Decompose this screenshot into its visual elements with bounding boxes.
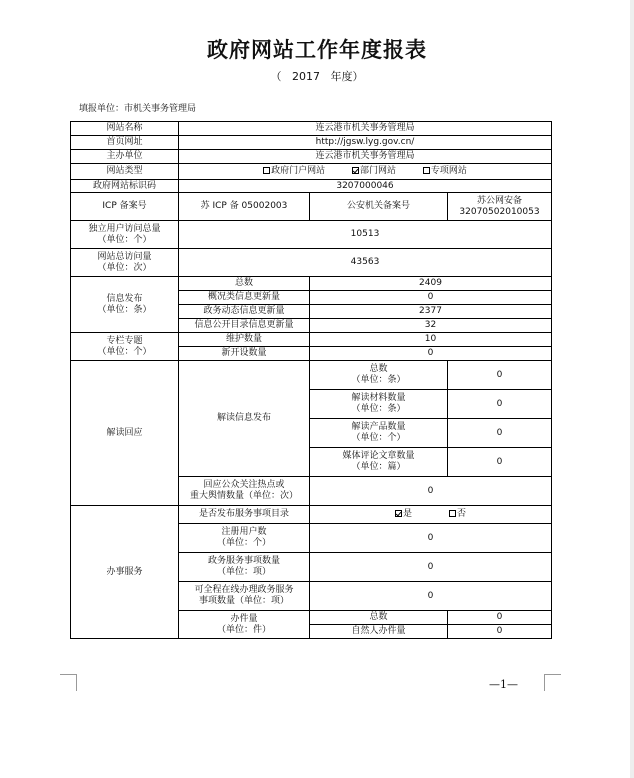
total-visits-value: 43563 — [179, 249, 552, 277]
sponsor-label: 主办单位 — [71, 150, 179, 164]
interp-total-value: 0 — [448, 361, 552, 390]
interp-respond-label: 回应公众关注热点或 重大舆情数量（单位：次） — [179, 477, 310, 506]
info-catalog-value: 32 — [310, 319, 552, 333]
page-edge — [630, 0, 634, 778]
service-label: 办事服务 — [71, 506, 179, 639]
interp-publish-label: 解读信息发布 — [179, 361, 310, 477]
checkbox-checked-icon — [395, 510, 402, 517]
total-visits-label: 网站总访问量 （单位：次） — [71, 249, 179, 277]
site-id-label: 政府网站标识码 — [71, 180, 179, 193]
report-title: 政府网站工作年度报表 — [207, 37, 427, 62]
interp-label: 解读回应 — [71, 361, 179, 506]
interp-product-value: 0 — [448, 419, 552, 448]
service-items-value: 0 — [310, 553, 552, 582]
site-type-portal[interactable]: 政府门户网站 — [263, 166, 325, 176]
service-cases-person-value: 0 — [448, 625, 552, 639]
info-total-value: 2409 — [310, 277, 552, 291]
interp-product-label: 解读产品数量 （单位：个） — [310, 419, 448, 448]
service-cases-person-label: 自然人办件量 — [310, 625, 448, 639]
site-type-options — [179, 164, 552, 180]
service-catalog-yes[interactable]: 是 — [395, 509, 412, 519]
interp-media-label: 媒体评论文章数量 （单位：篇） — [310, 448, 448, 477]
homepage-value: http://jgsw.lyg.gov.cn/ — [179, 136, 552, 150]
info-news-value: 2377 — [310, 305, 552, 319]
interp-total-label: 总数 （单位：条） — [310, 361, 448, 390]
column-maintain-value: 10 — [310, 333, 552, 347]
interp-respond-value: 0 — [310, 477, 552, 506]
checkbox-icon — [263, 167, 270, 174]
info-total-label: 总数 — [179, 277, 310, 291]
site-id-value: 3207000046 — [179, 180, 552, 193]
unique-visits-label: 独立用户访问总量 （单位：个） — [71, 221, 179, 249]
service-items-label: 政务服务事项数量 （单位：项） — [179, 553, 310, 582]
interp-material-value: 0 — [448, 390, 552, 419]
info-overview-label: 概况类信息更新量 — [179, 291, 310, 305]
site-name-label: 网站名称 — [71, 122, 179, 136]
service-catalog-no[interactable]: 否 — [449, 509, 466, 519]
info-label: 信息发布 （单位：条） — [71, 277, 179, 333]
info-catalog-label: 信息公开目录信息更新量 — [179, 319, 310, 333]
unique-visits-value: 10513 — [179, 221, 552, 249]
service-cases-label: 办件量 （单位：件） — [179, 611, 310, 639]
site-type-label: 网站类型 — [71, 164, 179, 180]
column-label: 专栏专题 （单位：个） — [71, 333, 179, 361]
service-online-label: 可全程在线办理政务服务 事项数量（单位：项） — [179, 582, 310, 611]
annual-report-table — [70, 121, 552, 639]
interp-material-label: 解读材料数量 （单位：条） — [310, 390, 448, 419]
service-cases-total-label: 总数 — [310, 611, 448, 625]
service-online-value: 0 — [310, 582, 552, 611]
site-type-department[interactable]: 部门网站 — [352, 166, 396, 176]
service-catalog-options — [310, 506, 552, 524]
page-number: —1— — [489, 678, 518, 691]
column-maintain-label: 维护数量 — [179, 333, 310, 347]
icp-label: ICP 备案号 — [71, 193, 179, 221]
sponsor-value: 连云港市机关事务管理局 — [179, 150, 552, 164]
info-overview-value: 0 — [310, 291, 552, 305]
checkbox-icon — [423, 167, 430, 174]
info-news-label: 政务动态信息更新量 — [179, 305, 310, 319]
site-type-special[interactable]: 专项网站 — [423, 166, 467, 176]
service-users-label: 注册用户数 （单位：个） — [179, 524, 310, 553]
service-users-value: 0 — [310, 524, 552, 553]
service-cases-total-value: 0 — [448, 611, 552, 625]
page-corner-mark-left — [60, 674, 77, 691]
report-year: （ 2017 年度） — [270, 70, 364, 83]
checkbox-icon — [449, 510, 456, 517]
page-corner-mark-right — [544, 674, 561, 691]
column-new-value: 0 — [310, 347, 552, 361]
police-value: 苏公网安备 32070502010053 — [448, 193, 552, 221]
filling-unit: 填报单位：市机关事务管理局 — [79, 104, 197, 114]
service-catalog-label: 是否发布服务事项目录 — [179, 506, 310, 524]
checkbox-checked-icon — [352, 167, 359, 174]
icp-value: 苏 ICP 备 05002003 — [179, 193, 310, 221]
police-label: 公安机关备案号 — [310, 193, 448, 221]
column-new-label: 新开设数量 — [179, 347, 310, 361]
interp-media-value: 0 — [448, 448, 552, 477]
homepage-label: 首页网址 — [71, 136, 179, 150]
site-name-value: 连云港市机关事务管理局 — [179, 122, 552, 136]
